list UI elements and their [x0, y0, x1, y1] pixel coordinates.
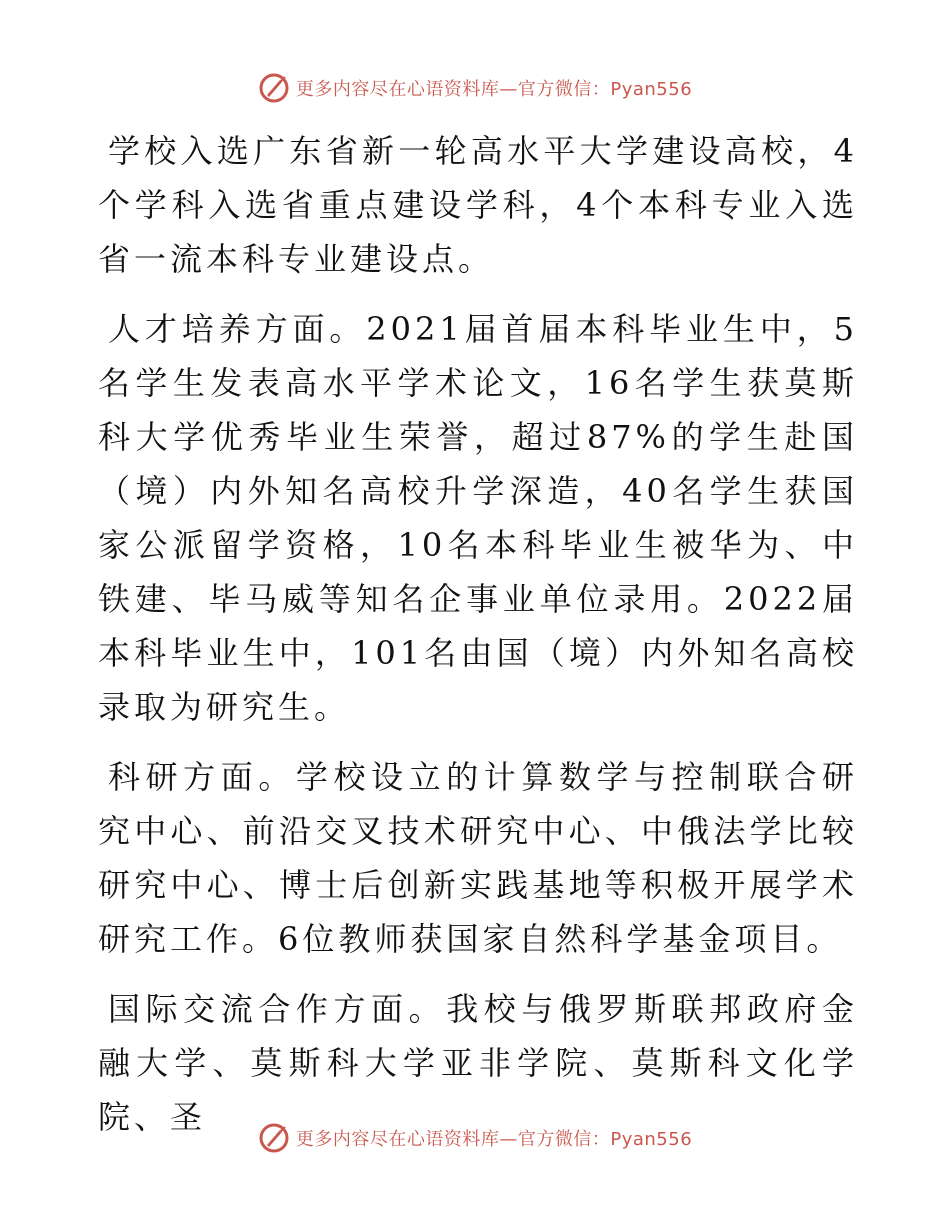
body-text: [98, 124, 858, 1160]
watermark-text: 更多内容尽在心语资料库—官方微信：Pyan556: [295, 1129, 693, 1150]
quill-logo-icon: [258, 1122, 290, 1154]
footer-watermark: [0, 1122, 950, 1154]
header-watermark: [0, 72, 950, 104]
quill-logo-icon: [258, 72, 290, 104]
watermark-text: 更多内容尽在心语资料库—官方微信：Pyan556: [295, 79, 693, 100]
paragraph-4: 国际交流合作方面。我校与俄罗斯联邦政府金融大学、莫斯科大学亚非学院、莫斯科文化学院、圣: [98, 990, 858, 1136]
paragraph-1: 学校入选广东省新一轮高水平大学建设高校，4个学科入选省重点建设学科，4个本科专业入选省一流本科专业建设点。: [98, 132, 858, 278]
paragraph-3: 科研方面。学校设立的计算数学与控制联合研究中心、前沿交叉技术研究中心、中俄法学比较研究中心、博士后创新实践基地等积极开展学术研究工作。6位教师获国家自然科学基金项目。: [98, 758, 858, 958]
paragraph-2: 人才培养方面。2021届首届本科毕业生中，5名学生发表高水平学术论文，16名学生获莫斯科大学优秀毕业生荣誉，超过87%的学生赴国（境）内外知名高校升学深造，40名学生获国家公派留学资格，10名本科毕业生被华为、中铁建、毕马威等知名企事业单位录用。2022届本科毕业生中，101名由国（境）内外知名高校录取为研究生。: [98, 310, 858, 726]
